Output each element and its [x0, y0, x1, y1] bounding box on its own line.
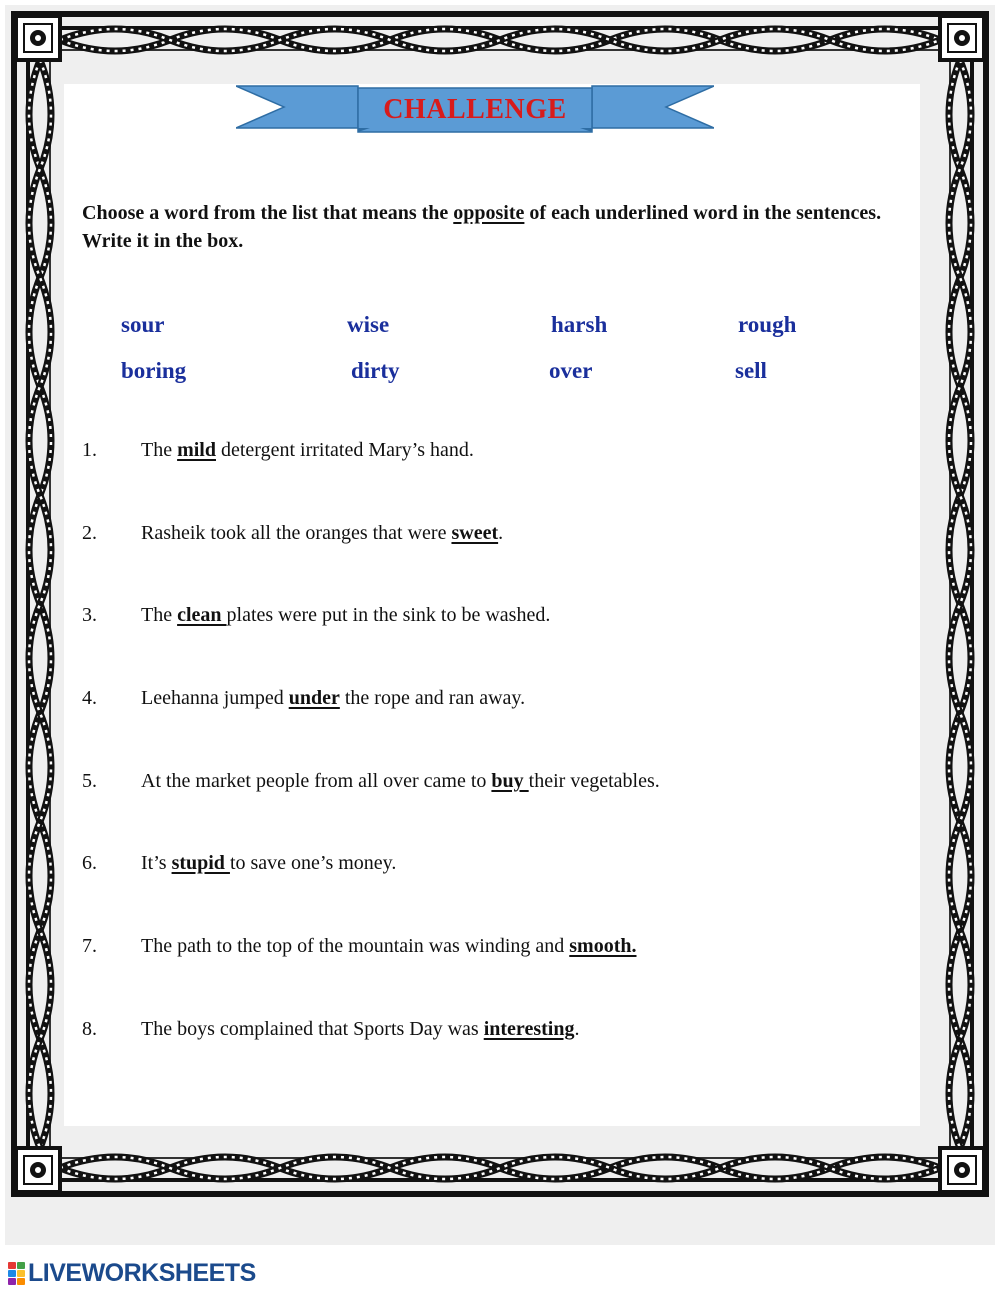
instructions-part2: of each underlined word in the sentences. Write it in the box. [82, 202, 882, 252]
instructions-part1: Choose a word from the list that means the [82, 202, 454, 224]
question-number: 8. [82, 1018, 97, 1040]
page-title: CHALLENGE [383, 94, 567, 125]
underlined-word: stupid [171, 852, 230, 874]
word-bank-item: dirty [351, 358, 400, 383]
question-number: 6. [82, 852, 97, 874]
question-text-before: Leehanna jumped [141, 687, 289, 709]
question-text-after: plates were put in the sink to be washed. [226, 604, 551, 626]
question-text-before: At the market people from all over came to [141, 770, 492, 792]
question-text-after: . [498, 522, 504, 544]
question-text-after: . [574, 1018, 580, 1040]
question-text-before: It’s [141, 852, 172, 874]
liveworksheets-logo[interactable] [8, 1258, 256, 1288]
corner-medallion-center [35, 35, 41, 41]
question-text-before: Rasheik took all the oranges that were [141, 522, 452, 544]
underlined-word: sweet [451, 522, 499, 544]
word-bank-item: rough [738, 312, 797, 337]
question-text-before: The [141, 439, 178, 461]
corner-medallion-center [35, 1167, 41, 1173]
word-bank-item: over [549, 358, 593, 383]
word-bank-item: boring [121, 358, 187, 383]
underlined-word: interesting [483, 1018, 575, 1040]
instructions [82, 199, 912, 255]
question-text [141, 935, 637, 958]
question-text-after: the rope and ran away. [339, 687, 526, 709]
word-bank-item: wise [347, 312, 390, 337]
underlined-word: clean [177, 604, 227, 626]
underlined-word: buy [491, 770, 529, 792]
question-text-before: The boys complained that Sports Day was [141, 1018, 484, 1040]
word-bank-item: sell [735, 358, 767, 383]
question-text-before: The path to the top of the mountain was winding and [141, 935, 570, 957]
question-number: 4. [82, 687, 97, 709]
question-text [141, 604, 550, 627]
question-text [141, 439, 474, 462]
question-text [141, 687, 525, 710]
logo-brand-text: LIVEWORKSHEETS [28, 1258, 256, 1287]
question-number: 5. [82, 770, 97, 792]
question-text-before: The [141, 604, 178, 626]
banner-left-tail [236, 86, 358, 128]
question-text [141, 522, 503, 545]
question-number: 2. [82, 522, 97, 544]
question-text-after: to save one’s money. [229, 852, 397, 874]
question-text-after: detergent irritated Mary’s hand. [216, 439, 474, 461]
question-number: 7. [82, 935, 97, 957]
underlined-word: under [288, 687, 340, 709]
corner-medallion-center [959, 35, 965, 41]
corner-medallion-center [959, 1167, 965, 1173]
instructions-emphasis: opposite [453, 202, 525, 224]
word-bank-item: harsh [551, 312, 608, 337]
logo-icon [8, 1262, 24, 1284]
word-bank-item: sour [121, 312, 165, 337]
underlined-word: smooth. [569, 935, 637, 957]
question-text [141, 1018, 579, 1041]
banner-right-tail [592, 86, 714, 128]
question-number: 1. [82, 439, 97, 461]
underlined-word: mild [177, 439, 216, 461]
question-text [141, 852, 396, 875]
question-text [141, 770, 660, 793]
question-number: 3. [82, 604, 97, 626]
question-text-after: their vegetables. [528, 770, 660, 792]
